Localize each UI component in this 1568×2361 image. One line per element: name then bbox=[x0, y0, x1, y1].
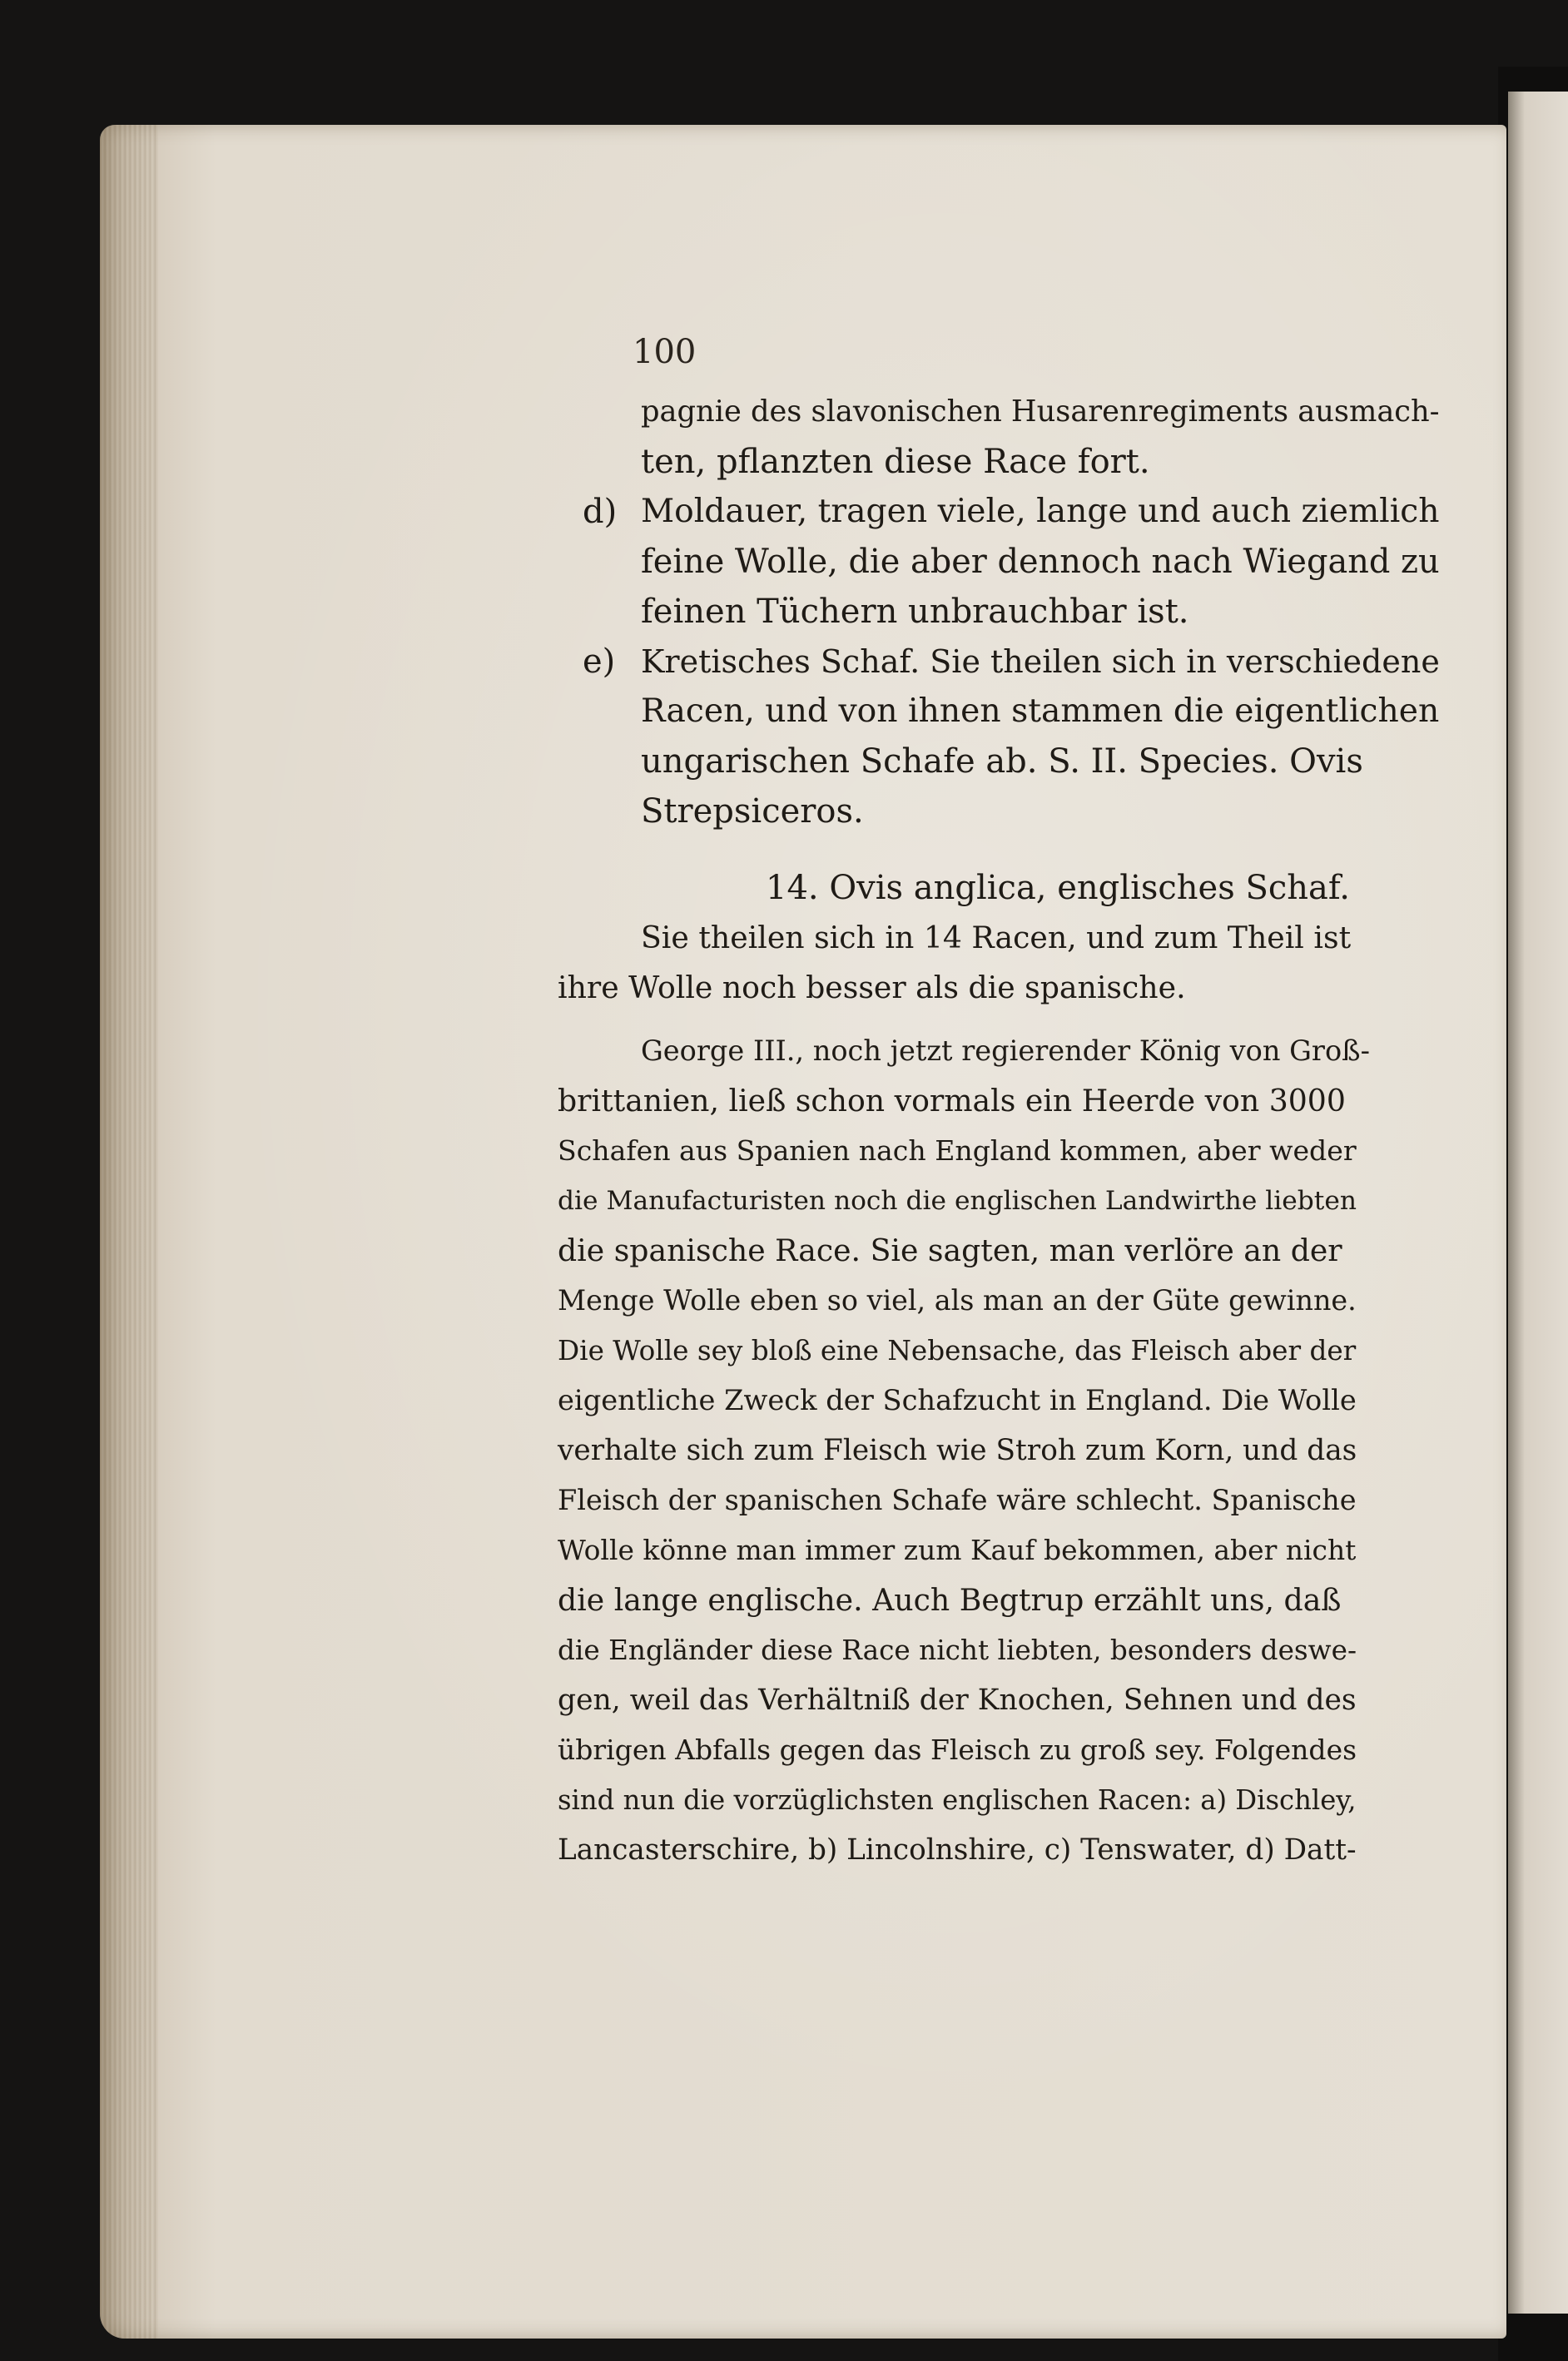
item-continuation bbox=[641, 387, 1440, 487]
text-line: feine Wolle, die aber dennoch nach Wiegand zu bbox=[641, 543, 1440, 581]
text-line: Kretisches Schaf. Sie theilen sich in verschiedene bbox=[641, 643, 1440, 680]
item-label: d) bbox=[583, 493, 618, 531]
text-line: Wolle könne man immer zum Kauf bekommen, aber nicht bbox=[558, 1534, 1357, 1566]
text-line: Sie theilen sich in 14 Racen, und zum Theil ist bbox=[641, 920, 1352, 955]
text-line: pagnie des slavonischen Husarenregiments ausmach- bbox=[641, 394, 1440, 429]
text-line: ungarischen Schafe ab. S. II. Species. Ovis bbox=[641, 742, 1363, 781]
text-line: Schafen aus Spanien nach England kommen, aber weder bbox=[558, 1134, 1357, 1167]
text-line: die spanische Race. Sie sagten, man verlöre an der bbox=[558, 1233, 1342, 1268]
paragraph bbox=[558, 913, 1440, 1013]
text-line: übrigen Abfalls gegen das Fleisch zu groß sey. Folgendes bbox=[558, 1734, 1357, 1766]
text-line: eigentliche Zweck der Schafzucht in England. Die Wolle bbox=[558, 1384, 1357, 1416]
page-text bbox=[558, 329, 1440, 1875]
text-line: die Manufacturisten noch die englischen Landwirthe liebten bbox=[558, 1186, 1357, 1216]
text-line: verhalte sich zum Fleisch wie Stroh zum Korn, und das bbox=[558, 1434, 1357, 1467]
list-item-e bbox=[558, 637, 1440, 836]
text-line: George III., noch jetzt regierender König von Groß- bbox=[641, 1034, 1370, 1067]
text-line: feinen Tüchern unbrauchbar ist. bbox=[641, 593, 1189, 631]
section-heading: 14. Ovis anglica, englisches Schaf. bbox=[766, 869, 1350, 907]
text-line: sind nun die vorzüglichsten englischen Racen: a) Dischley, bbox=[558, 1784, 1357, 1816]
text-line: ten, pflanzten diese Race fort. bbox=[641, 443, 1150, 481]
text-line: Lancasterschire, b) Lincolnshire, c) Tenswater, d) Datt- bbox=[558, 1833, 1357, 1867]
text-line: Racen, und von ihnen stammen die eigentlichen bbox=[641, 692, 1440, 730]
text-line: Moldauer, tragen viele, lange und auch ziemlich bbox=[641, 493, 1440, 530]
paragraph bbox=[558, 1026, 1440, 1875]
text-line: ihre Wolle noch besser als die spanische. bbox=[558, 970, 1186, 1005]
text-line: Fleisch der spanischen Schafe wäre schlecht. Spanische bbox=[558, 1484, 1357, 1516]
text-line: Menge Wolle eben so viel, als man an der Güte gewinne. bbox=[558, 1284, 1357, 1317]
text-line: gen, weil das Verhältniß der Knochen, Sehnen und des bbox=[558, 1684, 1357, 1717]
list-item-d bbox=[558, 487, 1440, 637]
page-fore-edge bbox=[100, 125, 158, 2339]
text-line: brittanien, ließ schon vormals ein Heerde von 3000 bbox=[558, 1083, 1346, 1118]
text-line: die Engländer diese Race nicht liebten, besonders deswe- bbox=[558, 1634, 1357, 1666]
text-line: Strepsiceros. bbox=[641, 792, 864, 831]
text-line: die lange englische. Auch Begtrup erzählt uns, daß bbox=[558, 1582, 1342, 1618]
item-label: e) bbox=[583, 642, 616, 681]
adjacent-page-edge bbox=[1508, 92, 1568, 2314]
page-number: 100 bbox=[633, 333, 697, 371]
text-line: Die Wolle sey bloß eine Nebensache, das Fleisch aber der bbox=[558, 1335, 1357, 1367]
